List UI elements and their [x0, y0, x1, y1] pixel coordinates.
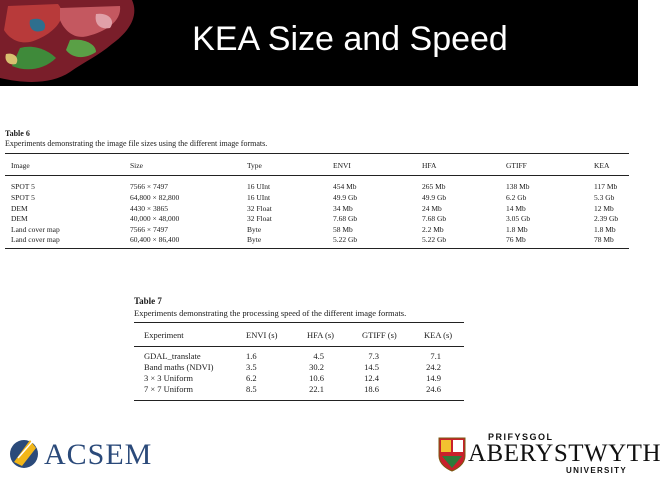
table-6-cell: 2.39 Gb	[594, 214, 619, 223]
table-7-cell: 4.5	[313, 351, 324, 361]
table-6-header-size: Size	[130, 161, 143, 170]
table-7-cell: 12.4	[364, 373, 379, 383]
table-6-cell: 76 Mb	[506, 235, 526, 244]
table-6-cell: DEM	[11, 204, 28, 213]
table-7-cell: GDAL_translate	[144, 351, 201, 361]
table-7-top-rule	[134, 322, 464, 323]
table-6-cell: 32 Float	[247, 214, 272, 223]
aberystwyth-wordmark: ABERYSTWYTH	[468, 440, 661, 467]
table-7-cell: 6.2	[246, 373, 257, 383]
table-6-cell: Land cover map	[11, 235, 60, 244]
table-6-cell: 5.22 Gb	[422, 235, 447, 244]
table-6-cell: 6.2 Gb	[506, 193, 527, 202]
aberystwyth-crest-icon	[437, 436, 467, 472]
table-7-cell: 3 × 3 Uniform	[144, 373, 193, 383]
table-7-header-hfa: HFA (s)	[307, 330, 334, 340]
table-6-cell: 5.3 Gb	[594, 193, 615, 202]
table-6-cell: 7.68 Gb	[422, 214, 447, 223]
table-6-header-hfa: HFA	[422, 161, 437, 170]
table-6-header-type: Type	[247, 161, 262, 170]
table-6-cell: Byte	[247, 225, 262, 234]
table-6-cell: 78 Mb	[594, 235, 614, 244]
table-6-cell: 12 Mb	[594, 204, 614, 213]
table-7-cell: 1.6	[246, 351, 257, 361]
table-6-cell: 7566 × 7497	[130, 225, 168, 234]
table-7-bottom-rule	[134, 400, 464, 401]
table-7-cell: 7.1	[430, 351, 441, 361]
table-6-cell: DEM	[11, 214, 28, 223]
table-6-cell: 24 Mb	[422, 204, 442, 213]
table-6-cell: 5.22 Gb	[333, 235, 358, 244]
aberystwyth-prifysgol: PRIFYSGOL	[488, 432, 554, 442]
satellite-image-thumbnail	[0, 0, 150, 86]
table-6-cell: 34 Mb	[333, 204, 353, 213]
table-7-cell: 8.5	[246, 384, 257, 394]
table-7-cell: 7 × 7 Uniform	[144, 384, 193, 394]
table-6-cell: 16 UInt	[247, 182, 271, 191]
table-6-cell: Land cover map	[11, 225, 60, 234]
table-6-header-rule	[5, 175, 629, 176]
aberystwyth-university: UNIVERSITY	[566, 466, 628, 475]
table-6-cell: SPOT 5	[11, 193, 35, 202]
table-7-header-rule	[134, 346, 464, 347]
table-6-cell: 16 UInt	[247, 193, 271, 202]
table-6-cell: 4430 × 3865	[130, 204, 168, 213]
table-6-cell: 3.05 Gb	[506, 214, 531, 223]
table-6-header-envi: ENVI	[333, 161, 351, 170]
acsem-logo-text: ACSEM	[44, 438, 153, 471]
table-6-cell: 64,800 × 82,800	[130, 193, 180, 202]
table-6-label: Table 6	[5, 129, 30, 138]
table-6-cell: 14 Mb	[506, 204, 526, 213]
table-7-header-experiment: Experiment	[144, 330, 184, 340]
table-6-cell: 265 Mb	[422, 182, 446, 191]
table-6-cell: Byte	[247, 235, 262, 244]
table-7-cell: 3.5	[246, 362, 257, 372]
table-6-top-rule	[5, 153, 629, 154]
table-7-cell: Band maths (NDVI)	[144, 362, 214, 372]
table-6-cell: 60,400 × 86,400	[130, 235, 180, 244]
table-6-cell: 7566 × 7497	[130, 182, 168, 191]
table-7-cell: 14.5	[364, 362, 379, 372]
table-7-cell: 18.6	[364, 384, 379, 394]
table-6-cell: SPOT 5	[11, 182, 35, 191]
table-6-cell: 117 Mb	[594, 182, 618, 191]
table-6-cell: 49.9 Gb	[333, 193, 358, 202]
table-6-header-kea: KEA	[594, 161, 610, 170]
table-6-cell: 58 Mb	[333, 225, 353, 234]
table-6-cell: 1.8 Mb	[594, 225, 616, 234]
table-7-cell: 30.2	[309, 362, 324, 372]
table-7-cell: 7.3	[368, 351, 379, 361]
slide-title: KEA Size and Speed	[192, 20, 508, 58]
table-7-header-gtiff: GTIFF (s)	[362, 330, 397, 340]
table-6-caption: Experiments demonstrating the image file sizes using the different image formats.	[5, 139, 268, 148]
table-7-cell: 10.6	[309, 373, 324, 383]
slide-header	[0, 0, 638, 86]
table-6-bottom-rule	[5, 248, 629, 249]
table-7-cell: 14.9	[426, 373, 441, 383]
table-7-header-envi: ENVI (s)	[246, 330, 278, 340]
table-6-header-gtiff: GTIFF	[506, 161, 527, 170]
table-6-cell: 49.9 Gb	[422, 193, 447, 202]
table-6-cell: 40,000 × 48,000	[130, 214, 180, 223]
table-6-cell: 32 Float	[247, 204, 272, 213]
table-7-header-kea: KEA (s)	[424, 330, 453, 340]
table-7-label: Table 7	[134, 296, 162, 306]
table-7-cell: 22.1	[309, 384, 324, 394]
table-7-caption: Experiments demonstrating the processing speed of the different image formats.	[134, 308, 407, 318]
table-6-cell: 138 Mb	[506, 182, 530, 191]
table-6-cell: 1.8 Mb	[506, 225, 528, 234]
table-7-cell: 24.6	[426, 384, 441, 394]
table-6-cell: 454 Mb	[333, 182, 357, 191]
table-7-cell: 24.2	[426, 362, 441, 372]
table-6-cell: 7.68 Gb	[333, 214, 358, 223]
table-6-cell: 2.2 Mb	[422, 225, 444, 234]
table-6-header-image: Image	[11, 161, 30, 170]
